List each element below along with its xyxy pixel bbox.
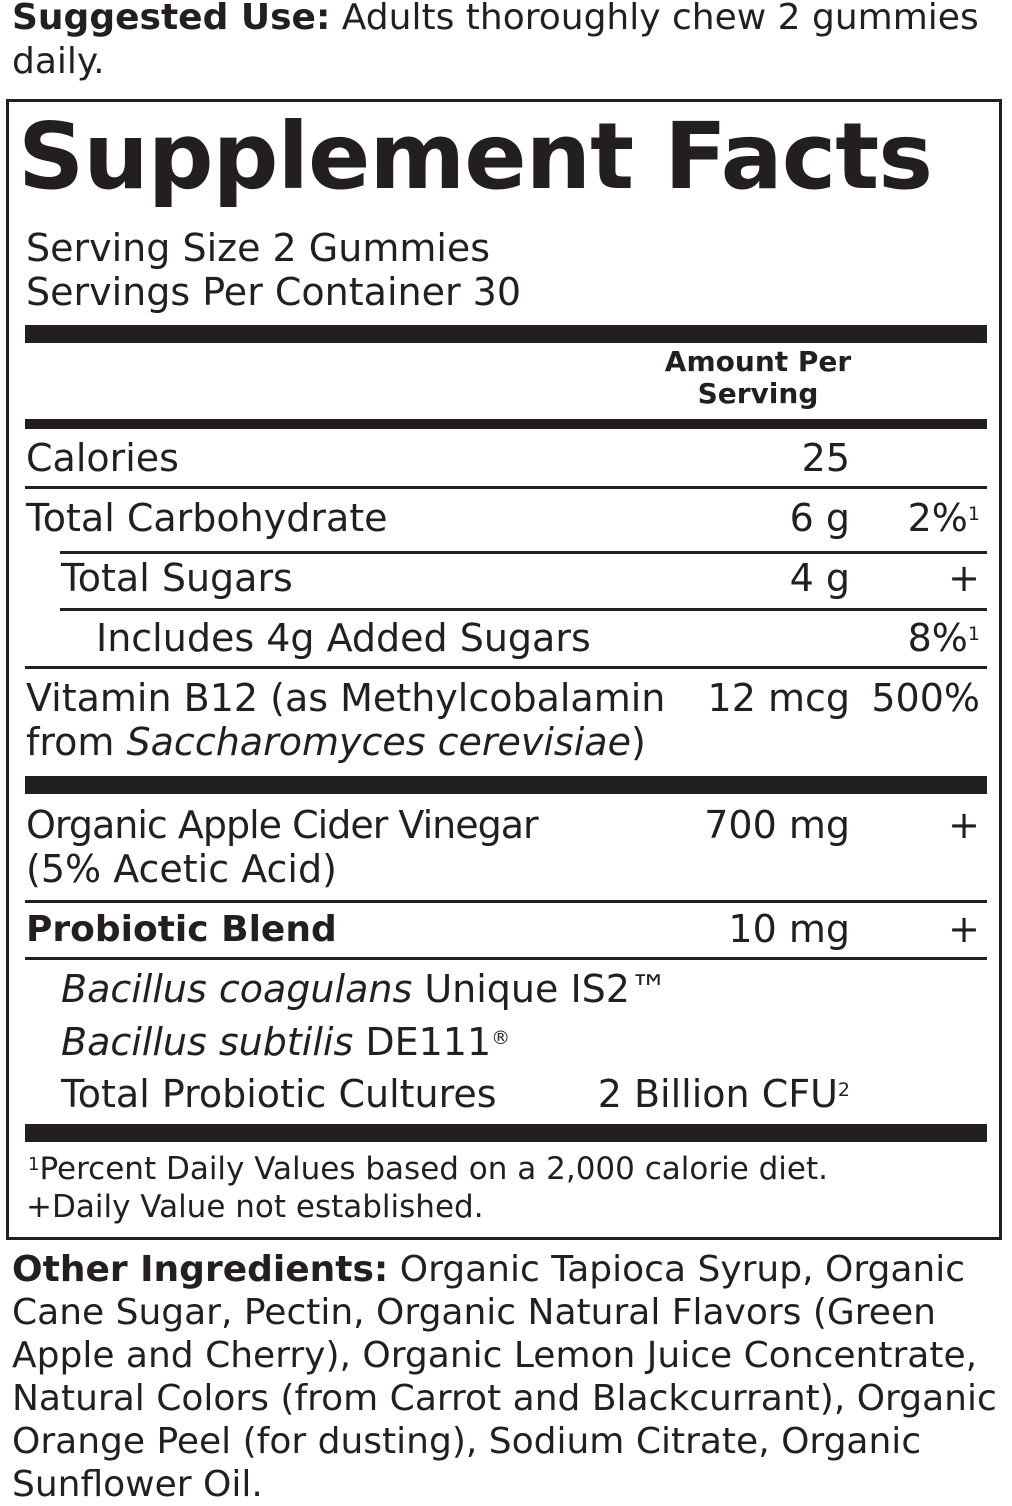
thick-divider bbox=[25, 325, 987, 343]
strain-subtilis-name: DE111 bbox=[353, 1020, 492, 1064]
header-line-1: Amount Per bbox=[664, 345, 852, 378]
row-rule bbox=[25, 957, 987, 960]
header-divider bbox=[25, 419, 987, 429]
probiotic-amount: 10 mg bbox=[728, 907, 850, 951]
b12-source: Saccharomyces cerevisiae bbox=[126, 720, 631, 764]
row-rule bbox=[25, 666, 987, 669]
row-rule bbox=[25, 486, 987, 489]
acv-label-line2: (5% Acetic Acid) bbox=[26, 847, 337, 891]
row-rule bbox=[60, 608, 987, 611]
acv-label-line1: Organic Apple Cider Vinegar bbox=[26, 803, 538, 847]
carbohydrate-amount: 6 g bbox=[789, 496, 850, 540]
suggested-use-text: Adults thoroughly chew 2 gummies daily. bbox=[12, 0, 979, 82]
b12-close: ) bbox=[630, 720, 646, 764]
row-rule bbox=[60, 551, 987, 554]
other-ingredients-label: Other Ingredients: bbox=[12, 1249, 389, 1290]
carbohydrate-label: Total Carbohydrate bbox=[26, 496, 388, 540]
sugars-label: Total Sugars bbox=[61, 556, 293, 600]
footnote-daily-values-text: Percent Daily Values based on a 2,000 calorie diet. bbox=[39, 1151, 829, 1187]
footnote-mark: 1 bbox=[28, 1154, 40, 1175]
b12-from: from bbox=[26, 720, 127, 764]
acv-amount: 700 mg bbox=[704, 803, 850, 847]
strain-coagulans bbox=[61, 967, 668, 1012]
sugars-amount: 4 g bbox=[789, 556, 850, 600]
registered-mark: ® bbox=[491, 1027, 511, 1049]
cultures-amount-value: 2 Billion CFU bbox=[597, 1072, 838, 1116]
footnote-ref: 2 bbox=[837, 1079, 850, 1101]
carbohydrate-dv-value: 2% bbox=[907, 496, 968, 540]
b12-dv: 500% bbox=[871, 676, 980, 720]
sugars-dv: + bbox=[948, 556, 980, 600]
footnote-ref: 1 bbox=[967, 623, 980, 645]
servings-per-container: Servings Per Container 30 bbox=[26, 270, 522, 314]
strain-subtilis bbox=[61, 1020, 510, 1065]
suggested-use-label: Suggested Use: bbox=[12, 0, 331, 38]
calories-amount: 25 bbox=[801, 436, 850, 480]
acv-dv: + bbox=[948, 803, 980, 847]
added-sugars-dv bbox=[860, 616, 980, 661]
amount-per-serving-header bbox=[648, 346, 868, 410]
footnote-ref: 1 bbox=[967, 503, 980, 525]
strain-coagulans-species: Bacillus coagulans bbox=[61, 967, 413, 1011]
strain-coagulans-name: Unique IS2™ bbox=[412, 967, 668, 1011]
b12-label-line1: Vitamin B12 (as Methylcobalamin bbox=[26, 676, 666, 720]
footnote-daily-values bbox=[28, 1150, 828, 1188]
thick-divider bbox=[25, 776, 987, 794]
header-line-2: Serving bbox=[697, 377, 819, 410]
calories-label: Calories bbox=[26, 436, 179, 480]
b12-amount: 12 mcg bbox=[707, 676, 850, 720]
probiotic-label: Probiotic Blend bbox=[26, 909, 337, 950]
serving-size: Serving Size 2 Gummies bbox=[26, 226, 491, 270]
cultures-amount bbox=[560, 1072, 850, 1117]
strain-subtilis-species: Bacillus subtilis bbox=[61, 1020, 354, 1064]
thick-divider bbox=[25, 1124, 987, 1142]
probiotic-dv: + bbox=[948, 907, 980, 951]
footnote-not-established: +Daily Value not established. bbox=[26, 1189, 484, 1225]
suggested-use bbox=[12, 0, 1002, 84]
added-sugars-label: Includes 4g Added Sugars bbox=[96, 616, 591, 660]
added-sugars-dv-value: 8% bbox=[907, 616, 968, 660]
other-ingredients-text: Organic Tapioca Syrup, Organic Cane Sugar, Pectin, Organic Natural Flavors (Green Apple and Cherry), Organic Lemon Juice Concentrate, Natural Colors (from Carrot and Blackcurrant), Organic Orange Peel (for dusting), Sodium Citrate, Organic Sunflower Oil. bbox=[12, 1249, 997, 1505]
other-ingredients bbox=[12, 1248, 1002, 1506]
cultures-label: Total Probiotic Cultures bbox=[61, 1072, 497, 1116]
panel-title: Supplement Facts bbox=[18, 103, 932, 210]
b12-label-line2 bbox=[26, 720, 646, 765]
row-rule bbox=[25, 900, 987, 903]
carbohydrate-dv bbox=[860, 496, 980, 541]
